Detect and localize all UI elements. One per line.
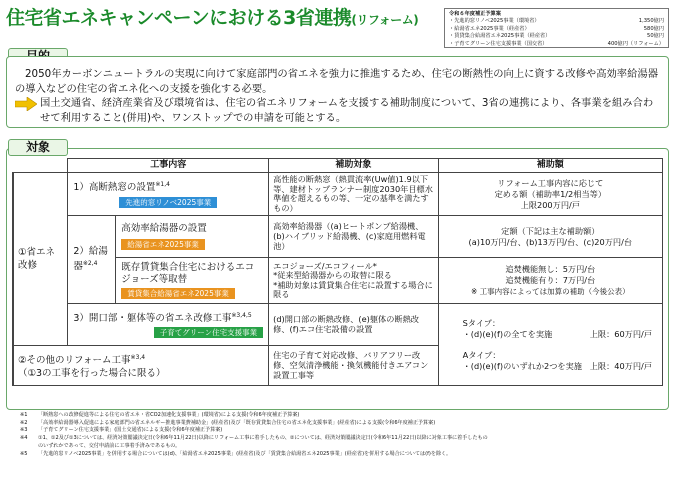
budget-row: ・先進的窓リノベ2025事業（環境省） 1,350億円 — [449, 18, 664, 25]
amount-water-heater: 定額（下記は主な補助額） (a)10万円/台、(b)13万円/台、(c)20万円/台 — [438, 216, 662, 258]
arrow-right-icon — [15, 97, 37, 111]
purpose-box — [6, 56, 669, 128]
target-rental-heater: エコジョーズ/エコフィール* *従来型給湯器からの取替に限る *補助対象は賃貸集合住宅に設置する場合に限る — [269, 258, 438, 304]
budget-heading: 令和６年度補正予算案 — [449, 11, 501, 17]
badge-childcare-green: 子育てグリーン住宅支援事業 — [154, 327, 263, 338]
budget-row: ・子育てグリーン住宅支援事業（国交省） 400億円（リフォーム） — [449, 40, 664, 47]
target-label: 対象 — [8, 139, 68, 156]
badge-water-heater: 給湯省エネ2025事業 — [121, 239, 205, 250]
category-2: ②その他のリフォーム工事$^{※3,4}$ （①3の工事を行った場合に限る） — [13, 346, 269, 386]
amount-opening-body: Sタイプ： ・(d)(e)(f)の全てを実施 上限：60万円/戸 Aタイプ： ・(d)(e)(f)のいずれか2つを実施 上限：40万円/戸 — [438, 304, 662, 386]
work-water-heater: 高効率給湯器の設置 給湯省エネ2025事業 — [116, 216, 269, 258]
amount-window: リフォーム工事内容に応じて 定める額（補助率1/2相当等） 上限200万円/戸 — [438, 173, 662, 216]
footnote: ※3 「子育てグリーン住宅支援事業」(国土交通省)による支援(令和6年度補正予算案) — [20, 427, 223, 434]
subsidy-table — [12, 158, 663, 386]
footnote: のいずれかであって、交付申請前に工事着手済みであるもの。 — [38, 442, 181, 449]
budget-row: ・賃貸集合給湯省エネ2025事業（経産省） 50億円 — [449, 33, 664, 40]
footnote: ※5 「先進的窓リノベ2025事業」を併用する場合については(d)、「給湯省エネ2025事業」(経産省)及び「賃貸集合給湯省エネ2025事業」(経産省)を併用する場合については(f)を除く。 — [20, 450, 452, 457]
footnotes — [20, 412, 670, 458]
target-water-heater: 高効率給湯器（(a)ヒートポンプ給湯機、(b)ハイブリッド給湯機、(c)家庭用燃料電池） — [269, 216, 438, 258]
target-window: 高性能の断熱窓（熱貫流率(Uw値)1.9以下等、建材トップランナー制度2030年目標水準値を超えるもの等、一定の基準を満たすもの） — [269, 173, 438, 216]
footnote: ※2 「高効率給湯器導入促進による家庭部門の省エネルギー推進事業費補助金」(経産省)及び「既存賃貸集合住宅の省エネ化支援事業」(経産省)による支援(令和6年度補正予算案) — [20, 419, 436, 426]
category-1: ①省エネ改修 — [13, 173, 68, 346]
work-opening-body: 3）開口部・躯体等の省エネ改修工事$^{※3,4,5}$ 子育てグリーン住宅支援事業 — [68, 304, 269, 346]
work-window: 1）高断熱窓の設置$^{※1,4}$ 先進的窓リノベ2025事業 — [68, 173, 269, 216]
header-target: 補助対象 — [269, 159, 438, 173]
badge-window-renovation: 先進的窓リノベ2025事業 — [119, 197, 217, 208]
target-opening-body: (d)開口部の断熱改修、(e)躯体の断熱改修、(f)エコ住宅設備の設置 — [269, 304, 438, 346]
budget-row: ・給湯省エネ2025事業（経産省） 580億円 — [449, 25, 664, 32]
budget-box — [444, 8, 669, 48]
amount-rental-heater: 追焚機能無し：5万円/台 追焚機能有り：7万円/台 ※ 工事内容によっては加算の補助（今後公表） — [438, 258, 662, 304]
header-amount: 補助額 — [438, 159, 662, 173]
purpose-text: 2050年カーボンニュートラルの実現に向けて家庭部門の省エネを強力に推進するため、住宅の断熱性の向上に資する改修や高効率給湯器の導入などの住宅の省エネ化への支援を強化する必要。 — [15, 68, 658, 95]
work-rental-heater: 既存賃貸集合住宅におけるエコジョーズ等取替 賃貸集合給湯省エネ2025事業 — [116, 258, 269, 304]
badge-rental-heater: 賃貸集合給湯省エネ2025事業 — [121, 288, 235, 299]
page-title: 住宅省エネキャンペーンにおける3省連携(リフォーム) — [6, 7, 419, 29]
header-work: 工事内容 — [68, 159, 269, 173]
target-other: 住宅の子育て対応改修、バリアフリー改修、空気清浄機能・換気機能付きエアコン設置工事等 — [269, 346, 438, 386]
purpose-text-2: 国土交通省、経済産業省及び環境省は、住宅の省エネリフォームを支援する補助制度について、3省の連携により、各事業を組み合わせて利用すること(併用)や、ワンストップでの申請を可能とする。 — [40, 97, 654, 124]
work-water-heater-group: 2）給湯器$^{※2,4}$ — [68, 216, 116, 304]
footnote: ※1 「断熱窓への改修促進等による住宅の省エネ・省CO2加速化支援事業」(環境省)による支援(令和6年度補正予算案) — [20, 412, 300, 418]
footnote: ※4 ①1、①2及び①3については、経済対策閣議決定日(令和6年11月22日)以降にリフォーム工事に着手したもの、②については、経済対策閣議決定日(令和6年11月22日)以降に対象工事に着手したもの — [20, 435, 488, 442]
